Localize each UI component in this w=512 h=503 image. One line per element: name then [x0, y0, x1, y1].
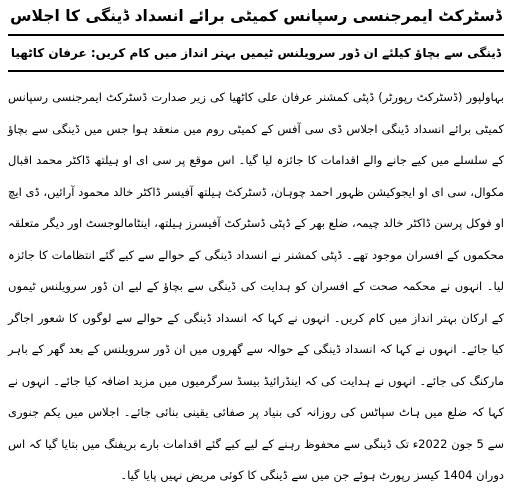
divider-top [8, 34, 504, 36]
article-headline: ڈسٹرکٹ ایمرجنسی رسپانس کمیٹی برائے انسداد ڈینگی کا اجلاس [10, 7, 502, 25]
article-subheadline: ڈینگی سے بچاؤ کیلئے ان ڈور سرویلنس ٹیمیں بہتر انداز میں کام کریں: عرفان کاٹھیا [10, 46, 502, 60]
article-body: بہاولپور (ڈسٹرکٹ رپورٹر) ڈپٹی کمشنر عرفان علی کاٹھیا کی زیر صدارت ڈسٹرکٹ ایمرجنسی رسپانس کمیٹی برائے انسداد ڈینگی اجلاس ڈی سی آفس کے کمیٹی روم میں منعقد ہوا جس میں ڈینگی سے بچاؤ کے سلسلے میں کیے جانے والے اقدامات کا جائزہ لیا گیا۔ اس موقع پر سی ای او ہیلتھ ڈاکٹر محمد اقبال مکوال، سی ای او ایجوکیشن ظہور احمد چوہان، ڈسٹرکٹ ہیلتھ آفیسر ڈاکٹر خالد محمود آرائیں، ڈی ایچ او فوکل پرسن ڈاکٹر خالد چیمہ، ضلع بھر کے ڈپٹی ڈسٹرکٹ آفیسرز ہیلتھ، اینٹامالوجسٹ اور دیگر متعلقہ محکموں کے افسران موجود تھے۔ ڈپٹی کمشنر نے انسداد ڈینگی کے حوالے سے کیے گئے انتظامات کا جائزہ لیا۔ انہوں نے محکمہ صحت کے افسران کو ہدایت کی ڈینگی سے بچاؤ کے لیے ان ڈور سرویلنس ٹیموں کے ارکان بہتر انداز میں کام کریں۔ انہوں نے کہا کہ انسداد ڈینگی کے حوالے سے لوگوں کا شعور اجاگر کیا جائے۔ انہوں نے کہا کہ انسداد ڈینگی کے حوالہ سے گھروں میں ان ڈور سرویلنس کے بعد گھر کے باہر مارکنگ کی جائے۔ انہوں نے ہدایت کی کہ اینڈرائیڈ بیسڈ سرگرمیوں میں مزید اضافہ کیا جائے۔ انہوں نے کہا کہ ضلع میں ہاٹ سپاٹس کی روزانہ کی بنیاد پر صفائی یقینی بنائی جائے۔ اجلاس میں یکم جنوری سے 5 جون 2022ء تک ڈینگی سے محفوظ رہنے کے لیے کیے گئے اقدامات بارے بریفنگ میں بتایا گیا کہ اس دوران 1404 کیسز رپورٹ ہوئے جن میں سے ڈینگی کا کوئی مریض نہیں پایا گیا۔ [8, 90, 505, 482]
divider-bottom [8, 70, 504, 72]
